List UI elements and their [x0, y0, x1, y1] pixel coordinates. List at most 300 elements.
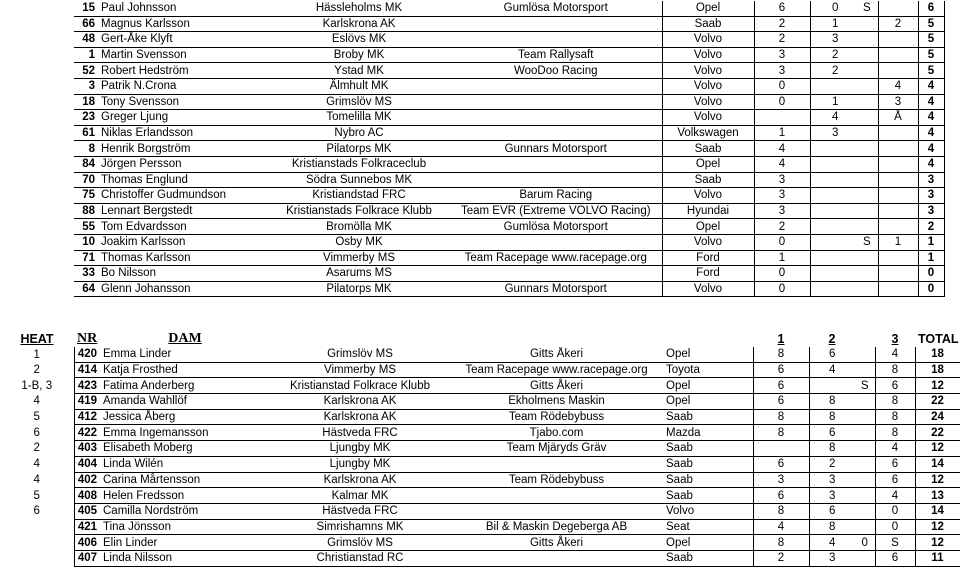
results-dam-body — [0, 347, 960, 566]
driver-name: Helen Fredsson — [100, 488, 270, 504]
heat-3 — [878, 188, 918, 204]
total: 4 — [918, 110, 944, 126]
heat-1: 3 — [754, 188, 810, 204]
heat-1: 3 — [754, 172, 810, 188]
table-row — [0, 394, 960, 410]
heat-1: 2 — [754, 32, 810, 48]
heat-3: 6 — [875, 378, 915, 394]
status — [855, 347, 875, 362]
car-make: Volvo — [662, 32, 754, 48]
car-make: Ford — [662, 250, 754, 266]
team: Team Rödebybuss — [450, 409, 663, 425]
heat-3: 6 — [875, 550, 915, 566]
driver-name: Henrik Borgström — [98, 141, 268, 157]
total: 5 — [918, 63, 944, 79]
driver-name: Magnus Karlsson — [98, 16, 268, 32]
heat-1: 8 — [753, 347, 809, 362]
car-number: 402 — [74, 472, 100, 488]
total: 22 — [915, 394, 960, 410]
results-table-dam — [0, 330, 960, 567]
status — [855, 394, 875, 410]
driver-name: Joakim Karlsson — [98, 234, 268, 250]
car-make: Opel — [663, 394, 753, 410]
heat-2: 2 — [810, 47, 860, 63]
car-number: 55 — [74, 219, 98, 235]
heat-3 — [878, 47, 918, 63]
status — [860, 94, 878, 110]
heat-1: 0 — [754, 78, 810, 94]
car-make: Volkswagen — [662, 125, 754, 141]
heat-1: 1 — [754, 125, 810, 141]
car-number: 403 — [74, 441, 100, 457]
heat-2 — [810, 141, 860, 157]
heat-2: 8 — [809, 519, 855, 535]
heat-1: 8 — [753, 425, 809, 441]
table-row — [0, 488, 960, 504]
heat-1: 6 — [753, 394, 809, 410]
heat-2 — [810, 78, 860, 94]
status: S — [860, 234, 878, 250]
car-make: Saab — [662, 141, 754, 157]
driver-name: Jessica Åberg — [100, 409, 270, 425]
driver-name: Elin Linder — [100, 535, 270, 551]
table-row — [0, 409, 960, 425]
team — [450, 172, 662, 188]
heat-3 — [878, 141, 918, 157]
heat-3: 8 — [875, 409, 915, 425]
club: Broby MK — [268, 47, 450, 63]
team — [450, 266, 662, 282]
car-make: Saab — [663, 441, 753, 457]
team — [450, 503, 663, 519]
table-row — [0, 472, 960, 488]
status: S — [855, 378, 875, 394]
club: Ljungby MK — [270, 456, 450, 472]
heat-1: 6 — [754, 1, 810, 16]
header-heat: HEAT — [20, 331, 54, 346]
status — [860, 156, 878, 172]
status — [860, 141, 878, 157]
heat-2: 2 — [810, 63, 860, 79]
heat-3 — [878, 125, 918, 141]
heat: 5 — [33, 411, 40, 424]
heat — [0, 550, 74, 566]
car-make: Saab — [662, 16, 754, 32]
heat-1 — [753, 441, 809, 457]
heat-1 — [754, 110, 810, 126]
team — [450, 550, 663, 566]
car-make: Saab — [663, 456, 753, 472]
heat-2: 6 — [809, 503, 855, 519]
driver-name: Thomas Englund — [98, 172, 268, 188]
total: 4 — [918, 78, 944, 94]
car-number: 84 — [74, 156, 98, 172]
heat-1: 8 — [753, 503, 809, 519]
status: 0 — [855, 535, 875, 551]
heat-2: 4 — [809, 362, 855, 378]
heat-2: 4 — [810, 110, 860, 126]
car-make: Volvo — [662, 188, 754, 204]
heat: 1 — [33, 348, 40, 361]
heat-3 — [878, 63, 918, 79]
club: Kristiandstad FRC — [268, 188, 450, 204]
driver-name: Carina Mårtensson — [100, 472, 270, 488]
club: Älmhult MK — [268, 78, 450, 94]
status — [855, 519, 875, 535]
driver-name: Niklas Erlandsson — [98, 125, 268, 141]
driver-name: Linda Wilén — [100, 456, 270, 472]
total: 1 — [918, 234, 944, 250]
heat-1: 0 — [754, 266, 810, 282]
team: Gumlösa Motorsport — [450, 219, 662, 235]
heat-3: 2 — [878, 16, 918, 32]
table-row — [74, 94, 944, 110]
table-row — [74, 203, 944, 219]
car-number: 23 — [74, 110, 98, 126]
driver-name: Christoffer Gudmundson — [98, 188, 268, 204]
table-row — [74, 234, 944, 250]
heat-2 — [810, 281, 860, 297]
table-row — [74, 125, 944, 141]
driver-name: Amanda Wahllöf — [100, 394, 270, 410]
status — [860, 266, 878, 282]
heat: 6 — [33, 426, 40, 439]
club: Eslövs MK — [268, 32, 450, 48]
club: Södra Sunnebos MK — [268, 172, 450, 188]
driver-name: Emma Ingemansson — [100, 425, 270, 441]
total: 12 — [915, 519, 960, 535]
driver-name: Jörgen Persson — [98, 156, 268, 172]
total: 4 — [918, 94, 944, 110]
club: Hästveda FRC — [270, 425, 450, 441]
car-number: 406 — [74, 535, 100, 551]
car-make: Volvo — [662, 234, 754, 250]
status — [860, 110, 878, 126]
total: 24 — [915, 409, 960, 425]
status — [855, 441, 875, 457]
table-row — [74, 188, 944, 204]
car-number: 48 — [74, 32, 98, 48]
car-number: 419 — [74, 394, 100, 410]
car-make: Volvo — [662, 63, 754, 79]
results-table-top — [74, 1, 945, 297]
table-row — [74, 156, 944, 172]
club: Ystad MK — [268, 63, 450, 79]
table-row — [74, 250, 944, 266]
total: 14 — [915, 456, 960, 472]
status — [860, 219, 878, 235]
driver-name: Lennart Bergstedt — [98, 203, 268, 219]
heat-3 — [878, 1, 918, 16]
heat: 4 — [33, 473, 40, 486]
car-number: 71 — [74, 250, 98, 266]
driver-name: Bo Nilsson — [98, 266, 268, 282]
car-number: 75 — [74, 188, 98, 204]
heat-2: 1 — [810, 94, 860, 110]
driver-name: Tina Jönsson — [100, 519, 270, 535]
car-number: 423 — [74, 378, 100, 394]
heat-2: 2 — [809, 456, 855, 472]
team — [450, 234, 662, 250]
driver-name: Elisabeth Moberg — [100, 441, 270, 457]
heat-3 — [878, 266, 918, 282]
heat-1: 6 — [753, 456, 809, 472]
table-row — [0, 456, 960, 472]
table-row — [74, 78, 944, 94]
car-make: Opel — [663, 535, 753, 551]
club: Karlskrona AK — [270, 394, 450, 410]
status: S — [860, 1, 878, 16]
total: 6 — [918, 1, 944, 16]
car-number: 8 — [74, 141, 98, 157]
team: Ekholmens Maskin — [450, 394, 663, 410]
total: 0 — [918, 266, 944, 282]
status — [860, 250, 878, 266]
heat-2 — [810, 172, 860, 188]
total: 5 — [918, 47, 944, 63]
total: 11 — [915, 550, 960, 566]
team: Gitts Åkeri — [450, 347, 663, 362]
heat-3: 6 — [875, 472, 915, 488]
driver-name: Fatima Anderberg — [100, 378, 270, 394]
status — [860, 203, 878, 219]
club: Bromölla MK — [268, 219, 450, 235]
heat-1: 4 — [754, 141, 810, 157]
car-make: Opel — [663, 378, 753, 394]
heat-3: 1 — [878, 234, 918, 250]
team: Barum Racing — [450, 188, 662, 204]
car-number: 18 — [74, 94, 98, 110]
car-make: Saab — [663, 550, 753, 566]
table-row — [74, 47, 944, 63]
heat-1: 0 — [754, 234, 810, 250]
total: 3 — [918, 172, 944, 188]
total: 12 — [915, 378, 960, 394]
status — [860, 32, 878, 48]
club: Kalmar MK — [270, 488, 450, 504]
car-number: 33 — [74, 266, 98, 282]
results-top-body — [74, 1, 944, 297]
club: Pilatorps MK — [268, 141, 450, 157]
car-number: 52 — [74, 63, 98, 79]
heat: 4 — [33, 395, 40, 408]
heat-1: 1 — [754, 250, 810, 266]
table-row — [74, 32, 944, 48]
status — [855, 472, 875, 488]
club: Tomelilla MK — [268, 110, 450, 126]
car-make: Opel — [662, 1, 754, 16]
team: Team Racepage www.racepage.org — [450, 250, 662, 266]
table-row — [74, 266, 944, 282]
status — [860, 16, 878, 32]
club: Kristianstads Folkraceclub — [268, 156, 450, 172]
car-make: Volvo — [662, 110, 754, 126]
car-number: 414 — [74, 362, 100, 378]
driver-name: Gert-Åke Klyft — [98, 32, 268, 48]
heat-3 — [878, 172, 918, 188]
team — [450, 125, 662, 141]
car-make: Volvo — [662, 78, 754, 94]
heat-3: 8 — [875, 425, 915, 441]
heat-1: 8 — [753, 409, 809, 425]
status — [855, 362, 875, 378]
heat-1: 3 — [754, 63, 810, 79]
car-number: 407 — [74, 550, 100, 566]
team — [450, 16, 662, 32]
table-row — [0, 519, 960, 535]
heat-3: 8 — [875, 394, 915, 410]
total: 12 — [915, 535, 960, 551]
car-make: Volvo — [663, 503, 753, 519]
car-number: 405 — [74, 503, 100, 519]
heat-1: 3 — [754, 203, 810, 219]
driver-name: Emma Linder — [100, 347, 270, 362]
car-make: Toyota — [663, 362, 753, 378]
team: Tjabo.com — [450, 425, 663, 441]
car-number: 15 — [74, 1, 98, 16]
heat-2: 6 — [809, 425, 855, 441]
total: 4 — [918, 141, 944, 157]
total: 3 — [918, 188, 944, 204]
team: Gitts Åkeri — [450, 535, 663, 551]
total: 14 — [915, 503, 960, 519]
car-number: 64 — [74, 281, 98, 297]
heat-1: 6 — [753, 362, 809, 378]
car-make: Opel — [662, 219, 754, 235]
heat: 2 — [33, 442, 40, 455]
heat-3 — [878, 156, 918, 172]
heat: 6 — [33, 505, 40, 518]
status — [855, 550, 875, 566]
driver-name: Linda Nilsson — [100, 550, 270, 566]
total: 12 — [915, 441, 960, 457]
heat-1: 2 — [754, 16, 810, 32]
car-number: 421 — [74, 519, 100, 535]
heat-1: 0 — [754, 281, 810, 297]
total: 5 — [918, 32, 944, 48]
table-row — [0, 535, 960, 551]
heat-2: 4 — [809, 535, 855, 551]
status — [860, 63, 878, 79]
car-make: Volvo — [662, 47, 754, 63]
club: Karlskrona AK — [270, 409, 450, 425]
heat-2 — [810, 266, 860, 282]
driver-name: Patrik N.Crona — [98, 78, 268, 94]
status — [855, 409, 875, 425]
team — [450, 156, 662, 172]
car-make: Opel — [663, 347, 753, 362]
team — [450, 456, 663, 472]
team: Team Racepage www.racepage.org — [450, 362, 663, 378]
heat-2 — [809, 378, 855, 394]
team: Team Rallysaft — [450, 47, 662, 63]
heat-2: 8 — [809, 409, 855, 425]
total: 5 — [918, 16, 944, 32]
club: Pilatorps MK — [268, 281, 450, 297]
total: 13 — [915, 488, 960, 504]
total: 4 — [918, 125, 944, 141]
status — [860, 188, 878, 204]
club: Osby MK — [268, 234, 450, 250]
dam-header-row — [0, 330, 960, 347]
team: Team Mjäryds Gräv — [450, 441, 663, 457]
club: Grimslöv MS — [270, 347, 450, 362]
car-number: 66 — [74, 16, 98, 32]
heat-2 — [810, 219, 860, 235]
team — [450, 110, 662, 126]
status — [855, 425, 875, 441]
heat-3: 4 — [875, 488, 915, 504]
heat-1: 2 — [753, 550, 809, 566]
car-make: Volvo — [662, 281, 754, 297]
total: 1 — [918, 250, 944, 266]
club: Vimmerby MS — [270, 362, 450, 378]
total: 22 — [915, 425, 960, 441]
heat: 4 — [33, 458, 40, 471]
team: Team Rödebybuss — [450, 472, 663, 488]
team: WooDoo Racing — [450, 63, 662, 79]
heat-2: 8 — [809, 441, 855, 457]
team — [450, 32, 662, 48]
heat-3: Å — [878, 110, 918, 126]
status — [860, 125, 878, 141]
heat-1: 2 — [754, 219, 810, 235]
total: 12 — [915, 472, 960, 488]
heat-1: 6 — [753, 488, 809, 504]
total: 18 — [915, 362, 960, 378]
total: 4 — [918, 156, 944, 172]
table-row — [74, 219, 944, 235]
driver-name: Tony Svensson — [98, 94, 268, 110]
header-nr: NR — [77, 330, 98, 346]
header-heat-1: 1 — [777, 331, 785, 346]
car-make: Saab — [663, 472, 753, 488]
car-number: 61 — [74, 125, 98, 141]
driver-name: Glenn Johansson — [98, 281, 268, 297]
heat-2: 3 — [810, 125, 860, 141]
driver-name: Robert Hedström — [98, 63, 268, 79]
heat-3: 0 — [875, 503, 915, 519]
table-row — [0, 425, 960, 441]
car-make: Saab — [662, 172, 754, 188]
header-heat-2: 2 — [828, 331, 836, 346]
car-number: 412 — [74, 409, 100, 425]
car-make: Saab — [663, 409, 753, 425]
total: 18 — [915, 347, 960, 362]
heat-3: 8 — [875, 362, 915, 378]
driver-name: Camilla Nordström — [100, 503, 270, 519]
team: Bil & Maskin Degeberga AB — [450, 519, 663, 535]
table-row — [74, 1, 944, 16]
status — [860, 78, 878, 94]
car-number: 420 — [74, 347, 100, 362]
car-number: 422 — [74, 425, 100, 441]
car-number: 408 — [74, 488, 100, 504]
heat-2: 3 — [809, 550, 855, 566]
heat-2 — [810, 203, 860, 219]
car-make: Volvo — [662, 94, 754, 110]
driver-name: Greger Ljung — [98, 110, 268, 126]
team — [450, 78, 662, 94]
club: Karlskrona AK — [270, 472, 450, 488]
status — [860, 172, 878, 188]
club: Asarums MS — [268, 266, 450, 282]
car-make: Ford — [662, 266, 754, 282]
club: Grimslöv MS — [268, 94, 450, 110]
car-number: 1 — [74, 47, 98, 63]
car-make: Hyundai — [662, 203, 754, 219]
status — [855, 503, 875, 519]
